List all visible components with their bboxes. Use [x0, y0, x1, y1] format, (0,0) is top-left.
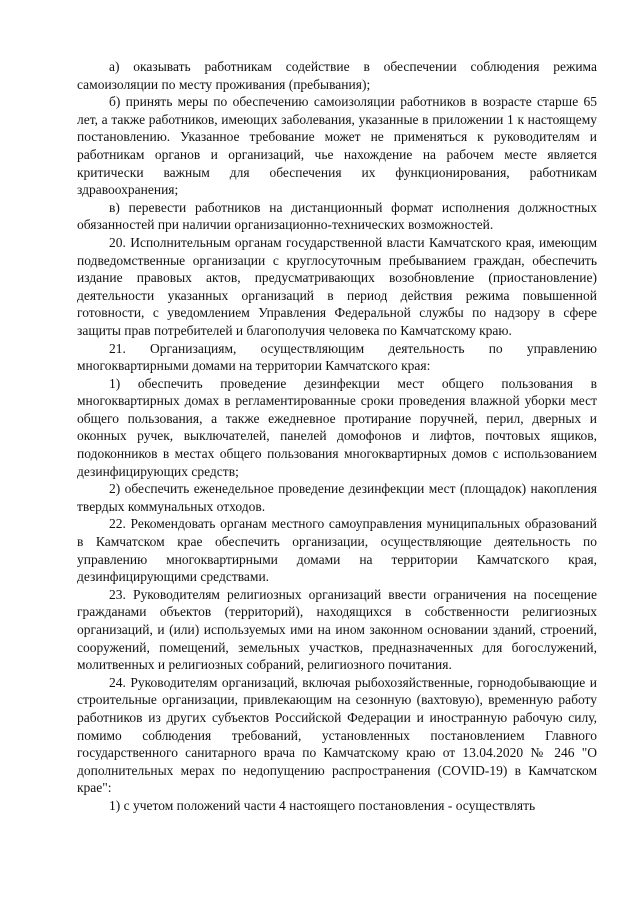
paragraph-20: 20. Исполнительным органам государственной власти Камчатского края, имеющим подведомственные организации с круглосуточным пребыванием граждан, обеспечить издание правовых актов, предусматривающих возобновление (приостановление) деятельности указанных организаций в период действия режима повышенной готовности, с уведомлением Управления Федеральной службы по надзору в сфере защиты прав потребителей и благополучия человека по Камчатскому краю. — [77, 234, 597, 338]
paragraph-b: б) принять меры по обеспечению самоизоляции работников в возрасте старше 65 лет, а также работников, имеющих заболевания, указанные в приложении 1 к настоящему постановлению. Указанное требование может не применяться к руководителям и работникам органов и организаций, чье нахождение на рабочем месте является критически важным для обеспечения их функционирования, работникам здравоохранения; — [77, 94, 597, 198]
paragraph-24-1: 1) с учетом положений части 4 настоящего постановления - осуществлять — [109, 797, 536, 813]
paragraph-21: 21. Организациям, осуществляющим деятельность по управлению многоквартирными домами на территории Камчатского края: — [77, 340, 597, 374]
paragraph-24: 24. Руководителям организаций, включая рыбохозяйственные, горнодобывающие и строительные организации, привлекающим на сезонную (вахтовую), временную работу работников из других субъектов Российской Федерации и иностранную рабочую силу, помимо соблюдения требований, установленных постановлением Главного государственного санитарного врача по Камчатскому краю от 13.04.2020 № 246 "О дополнительных мерах по недопущению распространения (COVID-19) в Камчатском крае": — [77, 674, 597, 796]
paragraph-a: а) оказывать работникам содействие в обеспечении соблюдения режима самоизоляции по месту проживания (пребывания); — [77, 59, 597, 92]
document-page — [77, 58, 597, 815]
paragraph-v: в) перевести работников на дистанционный формат исполнения должностных обязанностей при наличии организационно-технических возможностей. — [77, 199, 597, 233]
paragraph-21-1: 1) обеспечить проведение дезинфекции мест общего пользования в многоквартирных домах в регламентированные сроки проведения влажной уборки мест общего пользования, а также ежедневное протирание поручней, перил, дверных и оконных ручек, выключателей, панелей домофонов и лифтов, почтовых ящиков, подоконников в местах общего пользования многоквартирных домов с использованием дезинфицирующих средств; — [77, 375, 597, 479]
paragraph-21-2: 2) обеспечить еженедельное проведение дезинфекции мест (площадок) накопления твердых коммунальных отходов. — [77, 481, 597, 514]
paragraph-22: 22. Рекомендовать органам местного самоуправления муниципальных образований в Камчатском крае обеспечить организации, осуществляющие деятельность по управлению многоквартирными домами на территории Камчатского края, дезинфицирующими средствами. — [77, 516, 597, 585]
paragraph-23: 23. Руководителям религиозных организаций ввести ограничения на посещение гражданами объектов (территорий), находящихся в собственности религиозных организаций, и (или) используемых ими на ином законном основании зданий, строений, сооружений, помещений, земельных участков, предназначенных для богослужений, молитвенных и религиозных собраний, религиозного почитания. — [77, 586, 597, 673]
